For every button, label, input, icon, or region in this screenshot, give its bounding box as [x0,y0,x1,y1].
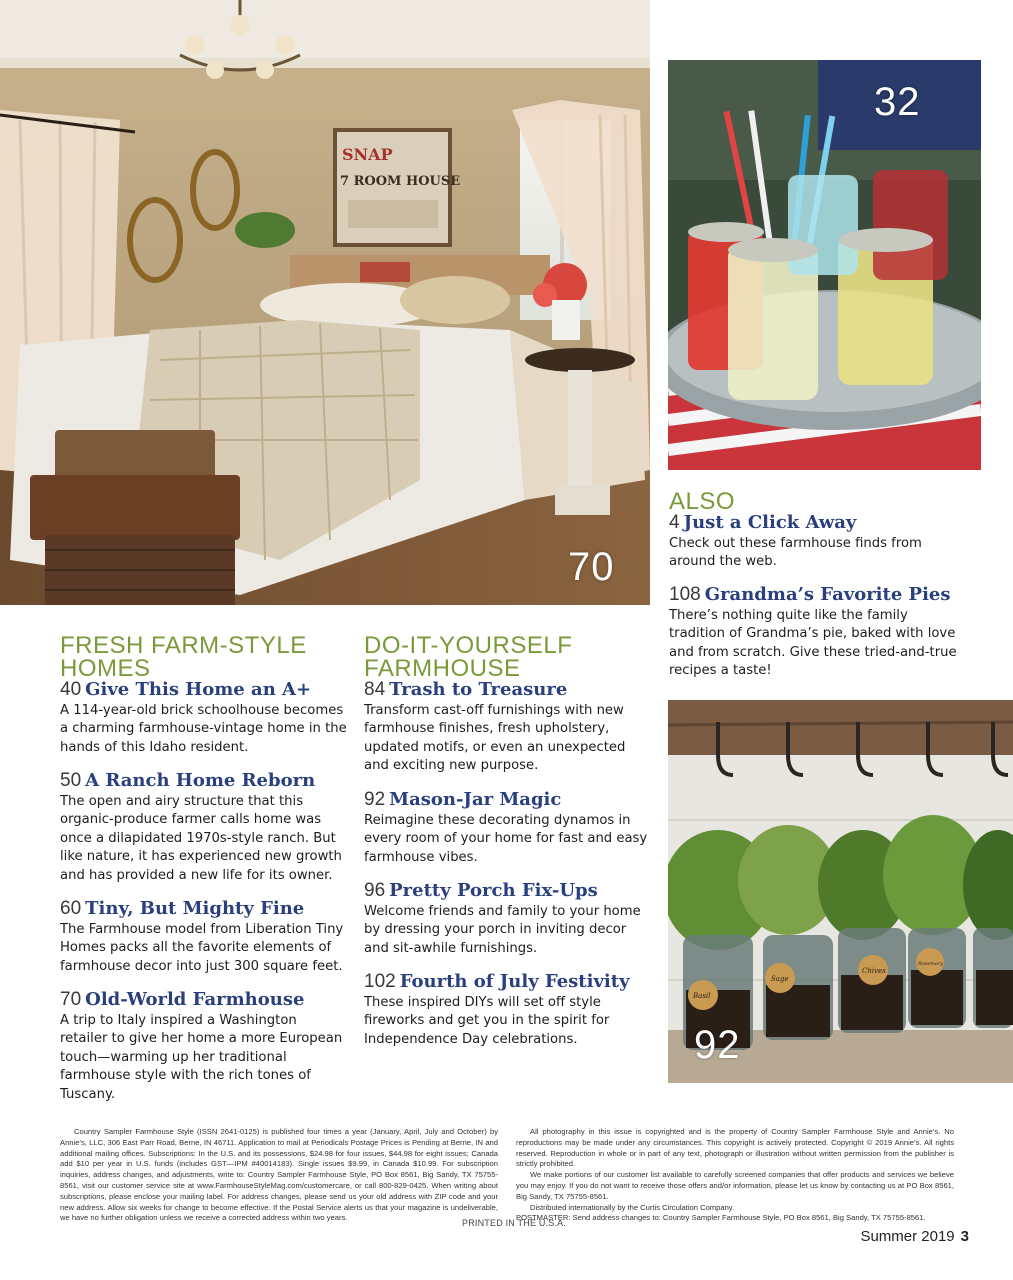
bedroom-photo [0,0,650,605]
toc-page-number: 50 [60,770,82,791]
sign-text-2: 7 ROOM HOUSE [340,174,461,189]
herbs-page-number: 92 [694,1023,741,1067]
section-title-line: ALSO [669,488,736,515]
toc-entry-grandmas-pies[interactable] [669,584,959,681]
section-title-line: DO-IT-YOURSELF [364,632,573,659]
printed-in-usa: PRINTED IN THE U.S.A. [462,1218,567,1228]
toc-entry-fourth-of-july[interactable] [364,971,649,1049]
toc-entry-mason-jar-magic[interactable] [364,789,649,867]
toc-title: Mason-Jar Magic [389,789,562,810]
page-number: 3 [960,1228,969,1245]
toc-description: A trip to Italy inspired a Washington retailer to give her home a more European touch—warming up her traditional farmhouse style with the rich tones of Tuscany. [60,1013,343,1102]
section-title-line: FARMHOUSE [364,655,521,682]
bedroom-page-number: 70 [568,545,615,589]
section-title-line: FRESH FARM-STYLE [60,632,307,659]
toc-description: A 114-year-old brick schoolhouse becomes a charming farmhouse-vintage home in the hands of this Idaho resident. [60,703,347,755]
jars-page-number: 32 [874,80,921,124]
toc-entry-just-a-click-away[interactable] [669,512,959,572]
toc-page-number: 108 [669,584,701,605]
toc-page-number: 92 [364,789,386,810]
toc-description: The Farmhouse model from Liberation Tiny Homes packs all the favorite elements of farmhouse decor into just 300 square feet. [60,922,344,974]
toc-page-number: 70 [60,989,82,1010]
toc-description: Welcome friends and family to your home by dressing your porch in inviting decor and sit-awhile furnishings. [364,904,641,956]
privacy-text: We make portions of our customer list available to carefully screened companies that offer products and services we believe you may enjoy. If you do not want to receive those offers and/or information, please let us know by contacting us at PO Box 8561, Big Sandy, TX 75755-8561. [516,1170,954,1201]
section-title-fresh-farm-style-homes [60,634,307,680]
herb-tag-chives: Chives [862,967,886,975]
publication-statement-text: Country Sampler Farmhouse Style (ISSN 2641-0125) is published four times a year (January, April, July and October) by Annie’s, LLC, 306 East Parr Road, Berne, IN 46711. Application to mail at Periodicals Postage Prices is Pending at Berne, IN and additional mailing offices. Subscriptions: In the U.S. and its possessions, $24.98 for four issues, $44.98 for eight issues; Canada add $10 per year in U.S. funds (includes GST—IPM #40014183). Single issues $9.99, in Canada $10.99. For subscription inquiries, address changes, and adjustments, write to: Country Sampler Farmhouse Style, PO Box 8561, Big Sandy, TX 75755-8561, visit our customer service site at www.FarmhouseStyleMag.com/customercare, or call 800-829-0425. When writing about subscriptions, please enclose your mailing label. For address changes, please send us your old address with ZIP code and your new address. Allow six weeks for change to become effective. If the Postal Service alerts us that your magazine is undeliverable, we have no further obligation unless we receive a corrected address within two years. [60,1127,498,1223]
toc-entry-ranch-home-reborn[interactable] [60,770,348,885]
toc-entry-trash-to-treasure[interactable] [364,679,649,776]
toc-entry-give-this-home[interactable] [60,679,348,757]
toc-page-number: 60 [60,898,82,919]
herb-tag-sage: Sage [771,975,789,983]
toc-entry-old-world-farmhouse[interactable] [60,989,348,1104]
section-title-also [669,490,735,513]
herb-tag-basil: Basil [693,992,711,1000]
toc-description: The open and airy structure that this organic-produce farmer calls home was once a dilapidated 1970s-style ranch. But like nature, it has experienced new growth and has provided a new life for its owner. [60,794,342,883]
herb-tag-rosemary: Rosemary [918,961,944,967]
toc-title: Give This Home an A+ [85,679,312,700]
section-title-diy-farmhouse [364,634,572,680]
distribution-text: Distributed internationally by the Curtis Circulation Company. [530,1202,735,1212]
toc-title: Old-World Farmhouse [85,989,305,1010]
toc-description: These inspired DIYs will set off style fireworks and get you in the spirit for Independence Day celebrations. [364,995,610,1047]
copyright-text: All photography in this issue is copyrighted and is the property of Country Sampler Farmhouse Style and Annie’s. No reproductions may be made under any circumstances. This copyright is actively protected. Copyright © 2019 Annie’s. All rights reserved. Reproduction in whole or in part of any text, photograph or illustration without written permission from the publisher is strictly prohibited. [516,1127,954,1169]
toc-description: There’s nothing quite like the family tradition of Grandma’s pie, baked with love and from scratch. Give these tried-and-true recipes a taste! [669,608,957,679]
page-folio [860,1228,969,1245]
toc-page-number: 96 [364,880,386,901]
toc-title: Grandma’s Favorite Pies [704,584,951,605]
toc-title: Trash to Treasure [389,679,568,700]
toc-description: Transform cast-off furnishings with new farmhouse finishes, fresh upholstery, updated motifs, or even an unexpected and exciting new purpose. [364,703,626,774]
toc-title: A Ranch Home Reborn [85,770,316,791]
toc-page-number: 84 [364,679,386,700]
section-title-line: HOMES [60,655,151,682]
toc-page-number: 40 [60,679,82,700]
toc-title: Just a Click Away [683,512,857,533]
toc-entry-pretty-porch[interactable] [364,880,649,958]
toc-entry-tiny-but-mighty[interactable] [60,898,348,976]
toc-page-number: 4 [669,512,680,533]
issue-label: Summer 2019 [860,1228,955,1245]
toc-title: Fourth of July Festivity [399,971,630,992]
copyright-notice [516,1127,954,1224]
toc-description: Check out these farmhouse finds from around the web. [669,536,922,570]
sign-text-1: SNAP [342,145,393,164]
toc-description: Reimagine these decorating dynamos in every room of your home for fast and easy farmhouse vibes. [364,813,648,865]
toc-title: Pretty Porch Fix-Ups [389,880,598,901]
toc-page-number: 102 [364,971,396,992]
mason-jars-photo [668,60,981,470]
toc-title: Tiny, But Mighty Fine [85,898,305,919]
publication-statement [60,1127,498,1224]
herb-jars-photo [668,700,1013,1083]
postmaster-text: POSTMASTER: Send address changes to: Country Sampler Farmhouse Style, PO Box 8561, Big Sandy, TX 75755-8561. [516,1213,926,1223]
